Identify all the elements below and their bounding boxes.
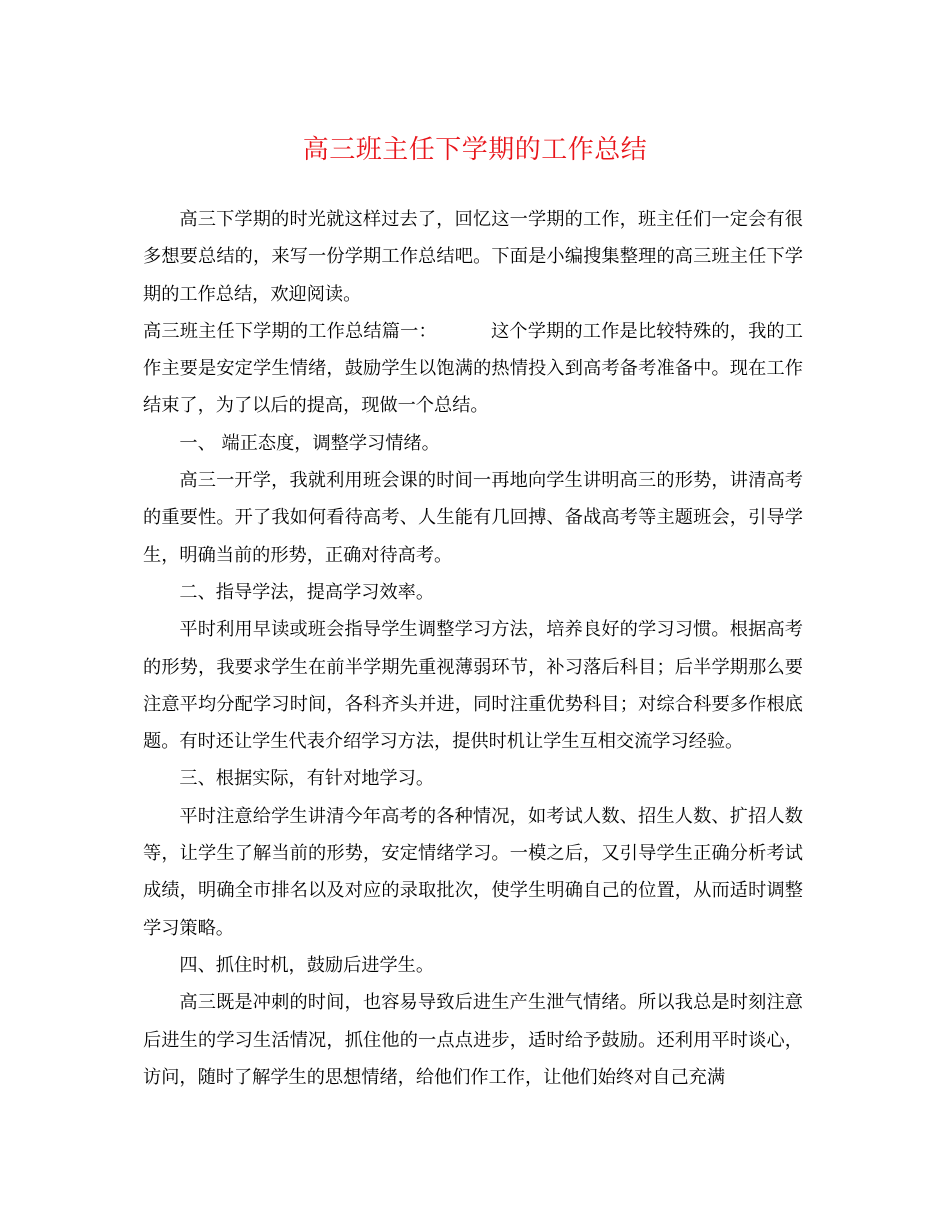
section-body: 高三一开学，我就利用班会课的时间一再地向学生讲明高三的形势，讲清高考的重要性。开了我如何看待高考、人生能有几回搏、备战高考等主题班会，引导学生，明确当前的形势，正确对待高考。: [143, 470, 803, 566]
section-heading: 一、 端正态度，调整学习情绪。: [179, 432, 440, 454]
section-body: 高三既是冲刺的时间，也容易导致后进生产生泄气情绪。所以我总是时刻注意后进生的学习生活情况，抓住他的一点点进步，适时给予鼓励。还利用平时谈心， 访问，随时了解学生的思想情绪，给他们作工作，让他们始终对自己充满: [143, 992, 803, 1088]
article-opening-text: 这个学期的工作是比较特殊的，我的工作主要是安定学生情绪，鼓励学生以饱满的热情投入到高考备考准备中。现在工作结束了，为了以后的提高，现做一个总结。: [143, 320, 803, 417]
section-heading: 二、指导学法，提高学习效率。: [179, 581, 435, 603]
article-opening-paragraph: [143, 313, 803, 425]
document-title: 高三班主任下学期的工作总结: [302, 135, 648, 165]
section-heading: 三、根据实际，有针对地学习。: [179, 768, 435, 790]
section-body: 平时利用早读或班会指导学生调整学习方法，培养良好的学习习惯。根据高考的形势，我要求学生在前半学期先重视薄弱环节，补习落后科目；后半学期那么要注意平均分配学习时间，各科齐头并进，同时注重优势科目；对综合科要多作根底题。有时还让学生代表介绍学习方法，提供时机让学生互相交流学习经验。: [143, 619, 803, 753]
intro-paragraph: 高三下学期的时光就这样过去了，回忆这一学期的工作，班主任们一定会有很多想要总结的，来写一份学期工作总结吧。下面是小编搜集整理的高三班主任下学期的工作总结，欢迎阅读。: [143, 209, 803, 305]
article-heading: 高三班主任下学期的工作总结篇一：: [143, 320, 437, 342]
document-body: [143, 201, 803, 1096]
section-heading: 四、抓住时机，鼓励后进学生。: [179, 954, 435, 976]
section-body: 平时注意给学生讲清今年高考的各种情况，如考试人数、招生人数、扩招人数等，让学生了解当前的形势，安定情绪学习。一模之后，又引导学生正确分析考试成绩，明确全市排名以及对应的录取批次，使学生明确自己的位置，从而适时调整学习策略。: [143, 805, 803, 939]
